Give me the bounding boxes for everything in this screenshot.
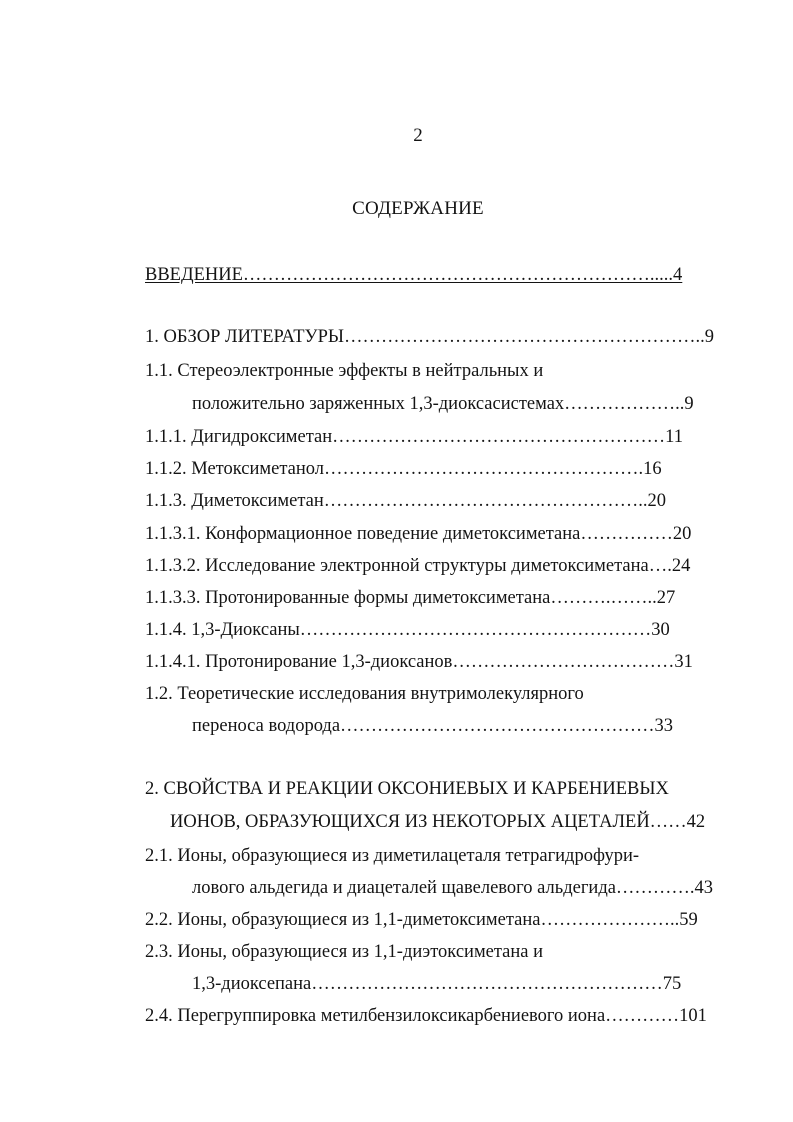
toc-entry-1-1-3-1: 1.1.3.1. Конформационное поведение диметоксиметана……………20 (145, 524, 692, 544)
toc-entry-2-1-line1: 2.1. Ионы, образующиеся из диметилацеталя тетрагидрофури- (145, 846, 640, 866)
toc-entry-2-3-line1: 2.3. Ионы, образующиеся из 1,1-диэтоксиметана и (145, 942, 544, 962)
toc-entry-1-1-1: 1.1.1. Дигидроксиметан………………………………………………11 (145, 427, 683, 447)
toc-entry-2-line1: 2. СВОЙСТВА И РЕАКЦИИ ОКСОНИЕВЫХ И КАРБЕНИЕВЫХ (145, 779, 669, 799)
toc-entry-1-1-3-2: 1.1.3.2. Исследование электронной структуры диметоксиметана….24 (145, 556, 691, 576)
toc-entry-1-1-2: 1.1.2. Метоксиметанол…………………………………………….16 (145, 459, 662, 479)
toc-entry-2-4: 2.4. Перегруппировка метилбензилоксикарбениевого иона…………101 (145, 1006, 707, 1026)
toc-entry-1-2-line2: переноса водорода……………………………………………33 (192, 716, 674, 736)
toc-entry-1-1-4-1: 1.1.4.1. Протонирование 1,3-диоксанов………………………………31 (145, 652, 693, 672)
page-title: СОДЕРЖАНИЕ (352, 198, 484, 219)
toc-entry-1-1-3-3: 1.1.3.3. Протонированные формы диметоксиметана……….……..27 (145, 588, 676, 608)
toc-entry-2-3-line2: 1,3-диоксепана…………………………………………………75 (192, 974, 682, 994)
toc-entry-2-2: 2.2. Ионы, образующиеся из 1,1-диметоксиметана…………………..59 (145, 910, 698, 930)
toc-entry-2-line2: ИОНОВ, ОБРАЗУЮЩИХСЯ ИЗ НЕКОТОРЫХ АЦЕТАЛЕЙ……42 (170, 812, 706, 832)
toc-entry-intro: ВВЕДЕНИЕ………………………………………………………….....4 (145, 265, 683, 285)
toc-entry-1-1-3: 1.1.3. Диметоксиметан……………………………………………..20 (145, 491, 667, 511)
toc-entry-1: 1. ОБЗОР ЛИТЕРАТУРЫ…………………………………………………..9 (145, 327, 715, 347)
page-number: 2 (413, 125, 423, 146)
toc-entry-1-1-line2: положительно заряженных 1,3-диоксасистемах………………..9 (192, 394, 694, 414)
toc-entry-1-2-line1: 1.2. Теоретические исследования внутримолекулярного (145, 684, 584, 704)
toc-entry-1-1-4: 1.1.4. 1,3-Диоксаны…………………………………………………30 (145, 620, 670, 640)
toc-entry-1-1-line1: 1.1. Стереоэлектронные эффекты в нейтральных и (145, 361, 544, 381)
toc-entry-2-1-line2: лового альдегида и диацеталей щавелевого альдегида………….43 (192, 878, 714, 898)
